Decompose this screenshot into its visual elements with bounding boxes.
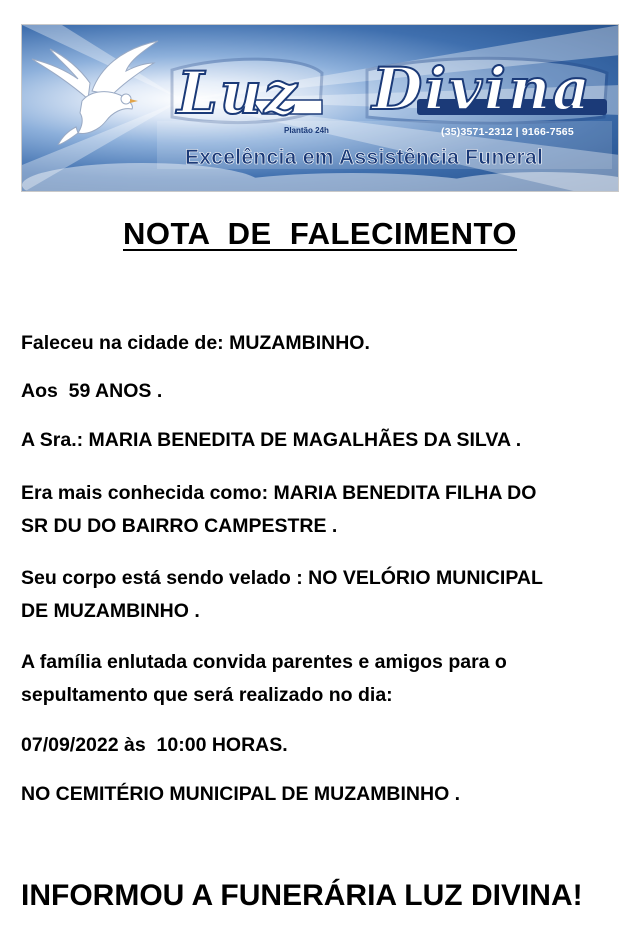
brand-divina-text: Divina	[372, 55, 592, 123]
notice-line: A Sra.: MARIA BENEDITA DE MAGALHÃES DA SILVA .	[21, 429, 522, 451]
notice-title	[0, 216, 640, 252]
notice-line: Seu corpo está sendo velado : NO VELÓRIO MUNICIPAL	[21, 567, 543, 589]
brand-luz-text: Luz	[177, 59, 299, 127]
footer-announcement: INFORMOU A FUNERÁRIA LUZ DIVINA!	[21, 879, 583, 912]
notice-line: NO CEMITÉRIO MUNICIPAL DE MUZAMBINHO .	[21, 783, 461, 805]
notice-line: Aos 59 ANOS .	[21, 380, 163, 402]
phone-numbers: (35)3571-2312 | 9166-7565	[441, 126, 574, 138]
notice-line: DE MUZAMBINHO .	[21, 600, 200, 622]
notice-line: sepultamento que será realizado no dia:	[21, 684, 393, 706]
notice-line: 07/09/2022 às 10:00 HORAS.	[21, 734, 288, 756]
notice-line: A família enlutada convida parentes e amigos para o	[21, 651, 507, 673]
notice-title-text: NOTA DE FALECIMENTO	[123, 216, 517, 251]
notice-line: Faleceu na cidade de: MUZAMBINHO.	[21, 332, 370, 354]
slogan: Excelência em Assistência Funeral	[185, 146, 544, 169]
notice-line: Era mais conhecida como: MARIA BENEDITA FILHA DO	[21, 482, 537, 504]
plantao-label: Plantão 24h	[284, 126, 329, 135]
header-banner	[21, 24, 619, 192]
dove-icon	[30, 35, 160, 145]
notice-line: SR DU DO BAIRRO CAMPESTRE .	[21, 515, 338, 537]
